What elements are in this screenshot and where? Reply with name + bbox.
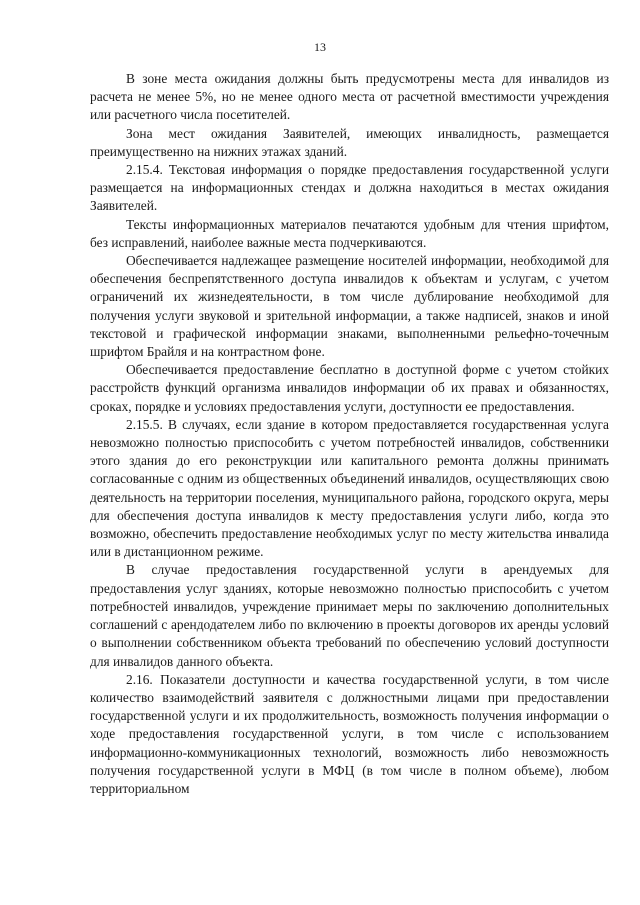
paragraph-waiting-area-seats: В зоне места ожидания должны быть предусмотрены места для инвалидов из расчета не менее 5%, но не менее одного места от расчетной вместимости учреждения или расчетного числа посетителей. <box>90 71 609 123</box>
paragraph-text-materials: Тексты информационных материалов печатаются удобным для чтения шрифтом, без исправлений, наиболее важные места подчеркиваются. <box>90 216 609 250</box>
paragraph-waiting-area-floors: Зона мест ожидания Заявителей, имеющих инвалидность, размещается преимущественно на нижних этажах зданий. <box>90 125 609 159</box>
paragraph-2-16: 2.16. Показатели доступности и качества государственной услуги, в том числе количество взаимодействий заявителя с должностными лицами при предоставлении государственной услуги и их продолжительность, возможность получения информации о ходе предоставления государственной услуги, в том числе с использованием информационно-коммуникационных технологий, возможность либо невозможность получения государственной услуги в МФЦ (в том числе в полном объеме), любом территориальном <box>90 671 609 796</box>
document-body <box>90 70 609 798</box>
paragraph-free-information: Обеспечивается предоставление бесплатно в доступной форме с учетом стойких расстройств функций организма инвалидов информации об их правах и обязанностях, сроках, порядке и условиях предоставления услуги, доступности ее предоставления. <box>90 362 609 414</box>
paragraph-rented-buildings: В случае предоставления государственной услуги в арендуемых для предоставления услуг зданиях, которые невозможно полностью приспособить с учетом потребностей инвалидов, учреждение принимает меры по заключению дополнительных соглашений с арендодателем либо по включению в проекты договоров их аренды условий о выполнении собственником объекта требований по обеспечению условий доступности для инвалидов данного объекта. <box>90 562 609 669</box>
paragraph-2-15-4: 2.15.4. Текстовая информация о порядке предоставления государственной услуги размещается на информационных стендах и должна находиться в местах ожидания Заявителей. <box>90 162 609 214</box>
paragraph-2-15-5: 2.15.5. В случаях, если здание в котором предоставляется государственная услуга невозможно полностью приспособить с учетом потребностей инвалидов, собственники этого здания до его реконструкции или капитального ремонта должны принимать согласованные с одним из общественных объединений инвалидов, осуществляющих свою деятельность на территории поселения, муниципального района, городского округа, меры для обеспечения доступа инвалидов к месту предоставления услуги либо, когда это возможно, обеспечить предоставление необходимых услуг по месту жительства инвалида или в дистанционном режиме. <box>90 416 609 560</box>
page-number: 13 <box>314 40 326 54</box>
paragraph-information-carriers: Обеспечивается надлежащее размещение носителей информации, необходимой для обеспечения беспрепятственного доступа инвалидов к объектам и услугам, с учетом ограничений их жизнедеятельности, в том числе дублирование необходимой для получения услуги звуковой и зрительной информации, а также надписей, знаков и иной текстовой и графической информации знаками, выполненными рельефно-точечным шрифтом Брайля и на контрастном фоне. <box>90 253 609 360</box>
